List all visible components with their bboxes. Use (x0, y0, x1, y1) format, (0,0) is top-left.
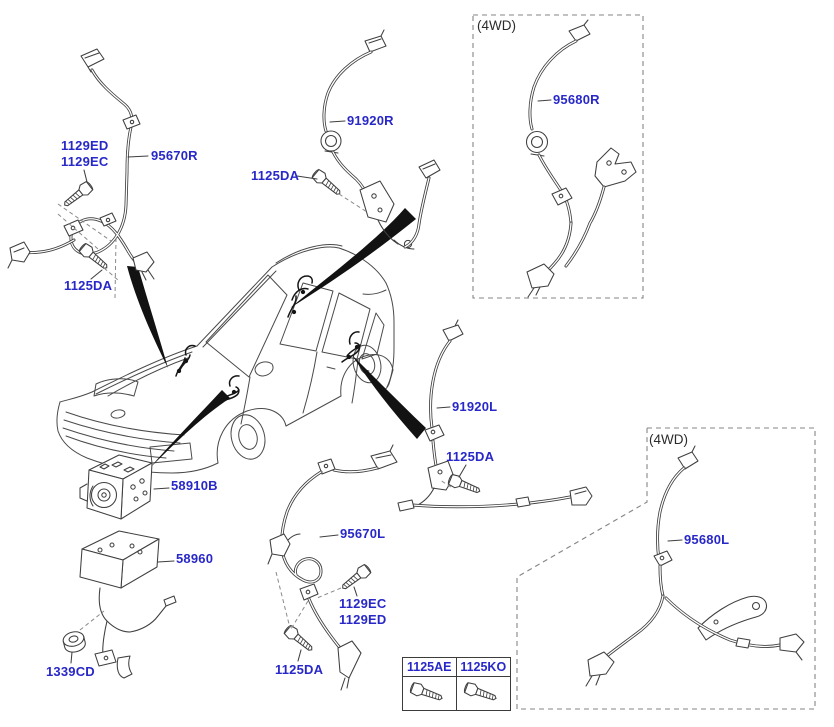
awd-box-bottom (517, 428, 815, 709)
callout-1129ED-front-right: 1129ED (61, 138, 109, 153)
part-95670L-drawing (268, 445, 397, 690)
bolt-icon (461, 681, 505, 707)
part-91920L-drawing (398, 320, 592, 511)
callout-95680L: 95680L (684, 532, 730, 547)
callout-1129EC-front-left: 1129EC (339, 596, 387, 611)
awd-badge-bottom: (4WD) (649, 432, 688, 447)
callout-1125DA-front-left: 1125DA (275, 662, 324, 677)
part-58960-drawing (80, 531, 176, 678)
callout-58960: 58960 (176, 551, 214, 566)
part-58910B-drawing (80, 455, 152, 519)
callout-91920L: 91920L (452, 399, 498, 414)
callout-1125DA-front-right: 1125DA (64, 278, 113, 293)
bolt-1125DA-rear-left (447, 473, 482, 497)
bolt-table-cell-1125KO (457, 677, 511, 710)
bolt-table-cell-1125AE (403, 677, 457, 710)
callout-1339CD: 1339CD (46, 664, 95, 679)
part-95680R-drawing (527, 20, 637, 297)
bolt-1125DA-rear-right (311, 168, 344, 199)
bolt-variant-table (402, 657, 511, 711)
callout-95670L: 95670L (340, 526, 386, 541)
bolt-table-header-1125KO: 1125KO (457, 658, 511, 677)
callout-95680R: 95680R (553, 92, 600, 107)
bolt-1129-front-right (61, 180, 94, 210)
part-95680L-drawing (586, 446, 804, 686)
callout-1129EC-front-right: 1129EC (61, 154, 109, 169)
callout-58910B: 58910B (171, 478, 218, 493)
part-91920R-drawing (321, 30, 440, 249)
callout-91920R: 91920R (347, 113, 394, 128)
bolt-icon (407, 681, 451, 707)
part-1339CD-nut-drawing (62, 630, 87, 654)
callout-1129ED-front-left: 1129ED (339, 612, 387, 627)
callout-95670R: 95670R (151, 148, 198, 163)
awd-badge-top: (4WD) (477, 18, 516, 33)
callout-1125DA-rear-right: 1125DA (251, 168, 300, 183)
bolt-table-header-1125AE: 1125AE (403, 658, 457, 677)
bolt-1129-front-left (339, 563, 372, 593)
bolt-1125DA-front-left (283, 624, 316, 655)
callout-1125DA-rear-left: 1125DA (446, 449, 495, 464)
